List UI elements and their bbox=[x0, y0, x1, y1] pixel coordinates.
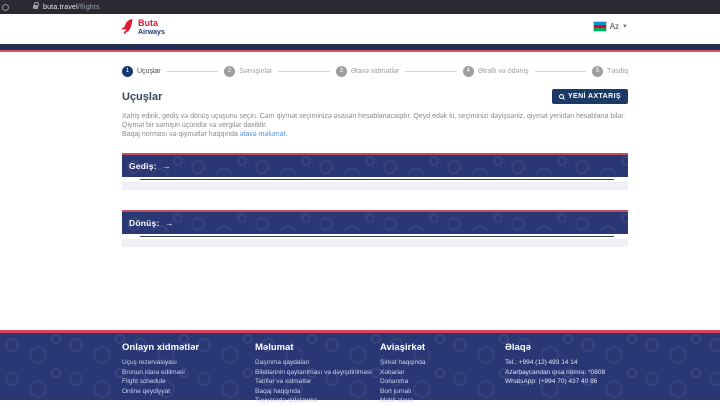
footer-link[interactable]: Uçuş rezervasiyası bbox=[122, 359, 177, 366]
stepper-connector bbox=[405, 71, 456, 72]
stepper-step-confirm[interactable]: 5 Təsdiq bbox=[592, 66, 628, 77]
stepper-step-details-payment[interactable]: 4 Ətraflı və ödəniş bbox=[463, 66, 529, 77]
chevron-down-icon: ▼ bbox=[622, 23, 628, 30]
url-path: /flights bbox=[77, 3, 100, 11]
return-label: Dönüş: bbox=[129, 218, 160, 228]
return-divider bbox=[140, 236, 614, 237]
search-icon bbox=[559, 94, 564, 99]
contact-short-number: Azərbaycandan qısa nömrə: *0808 bbox=[505, 368, 606, 376]
footer-link[interactable]: Online qeydiyyat bbox=[122, 387, 171, 395]
step-number-badge: 4 bbox=[463, 66, 474, 77]
brand-name-top: Buta bbox=[138, 17, 158, 28]
footer-link[interactable]: Xəbərlər bbox=[380, 368, 405, 376]
stepper-connector bbox=[535, 71, 586, 72]
footer bbox=[0, 330, 720, 404]
return-collapsed-strip bbox=[122, 239, 628, 247]
footer-col-contact bbox=[505, 342, 642, 406]
step-number-badge: 2 bbox=[224, 66, 235, 77]
stepper-step-passengers[interactable]: 2 Sərnişinlər bbox=[224, 66, 272, 77]
footer-link[interactable]: Flight schedule bbox=[122, 378, 166, 385]
footer-link[interactable]: Donanma bbox=[380, 378, 409, 385]
url-host: buta.travel bbox=[43, 3, 78, 11]
footer-link[interactable]: Baqaj haqqında bbox=[255, 387, 301, 395]
footer-heading: Onlayn xidmətlər bbox=[122, 342, 200, 353]
footer-link[interactable]: Şirkət haqqında bbox=[380, 359, 426, 366]
outbound-divider bbox=[140, 179, 614, 180]
site-header bbox=[0, 14, 720, 44]
az-flag-icon bbox=[594, 22, 606, 31]
outbound-accordion[interactable] bbox=[122, 153, 628, 177]
brand-logo[interactable] bbox=[120, 18, 165, 36]
arrow-right-icon: → bbox=[162, 161, 171, 171]
intro-line1: Xahiş edirik, gediş və dönüş uçuşunu seçin. Cəm qiymət seçiminizə əsasən hesablanacaqdır. Qeyd edək ki, seçiminizi dəyişsəniz, qiymət yenidən hesablana bilər. Qiymət bir sərnişin üçündür və vergilər daxildir. bbox=[122, 113, 626, 129]
stepper-step-flights[interactable]: 1 Uçuşlar bbox=[122, 66, 161, 77]
buta-logo-icon bbox=[120, 18, 135, 36]
page-title: Uçuşlar bbox=[122, 90, 163, 103]
language-selector[interactable] bbox=[594, 22, 628, 31]
footer-col-information bbox=[255, 342, 380, 406]
contact-whatsapp: WhatsApp: (+994 70) 437 40 86 bbox=[505, 378, 598, 385]
step-number-badge: 5 bbox=[592, 66, 603, 77]
stepper-connector bbox=[278, 71, 329, 72]
footer-col-airline bbox=[380, 342, 505, 406]
arrow-right-icon: → bbox=[165, 218, 174, 228]
stepper-connector bbox=[167, 71, 218, 72]
footer-link[interactable]: Bort jurnalı bbox=[380, 387, 412, 395]
footer-link[interactable]: Mobil əlavə bbox=[380, 397, 413, 404]
browser-bar bbox=[0, 0, 720, 14]
header-accent-stripe-red bbox=[0, 50, 720, 52]
new-search-button[interactable]: YENİ AXTARIŞ bbox=[552, 89, 628, 104]
intro-text bbox=[122, 112, 628, 139]
return-accordion[interactable] bbox=[122, 210, 628, 234]
footer-link[interactable]: Bronun idarə edilməsi bbox=[122, 368, 185, 376]
footer-link[interactable]: Daşınma qaydaları bbox=[255, 359, 310, 366]
footer-heading: Aviaşirkət bbox=[380, 342, 426, 353]
outbound-collapsed-strip bbox=[122, 182, 628, 190]
step-number-badge: 3 bbox=[336, 66, 347, 77]
contact-phone: Tel.: +994 (12) 493 14 14 bbox=[505, 359, 578, 366]
outbound-label: Gediş: bbox=[129, 161, 157, 171]
footer-heading: Məlumat bbox=[255, 342, 294, 353]
address-bar[interactable] bbox=[33, 4, 100, 11]
language-label: Az bbox=[609, 22, 620, 31]
step-number-badge: 1 bbox=[122, 66, 133, 77]
footer-col-online-services bbox=[122, 342, 255, 406]
lock-icon bbox=[33, 5, 38, 9]
stepper-step-extra-services[interactable]: 3 Əlavə xidmətlər bbox=[336, 66, 399, 77]
intro-line2: Baqaj norması və qiymətlər haqqında bbox=[122, 131, 238, 138]
booking-stepper bbox=[122, 63, 628, 79]
more-info-link[interactable]: əlavə məlumat. bbox=[239, 131, 288, 138]
footer-heading: Əlaqə bbox=[505, 342, 531, 353]
footer-link[interactable]: Təyyarədə qidalanma bbox=[255, 397, 318, 404]
browser-tab-icon bbox=[2, 4, 9, 11]
brand-name-bottom: Airways bbox=[138, 28, 165, 36]
footer-link[interactable]: Tariflər və xidmətlər bbox=[255, 378, 312, 385]
footer-link[interactable]: Biletlərinin qaytarılması və dəyişdirilməsi bbox=[255, 368, 372, 376]
